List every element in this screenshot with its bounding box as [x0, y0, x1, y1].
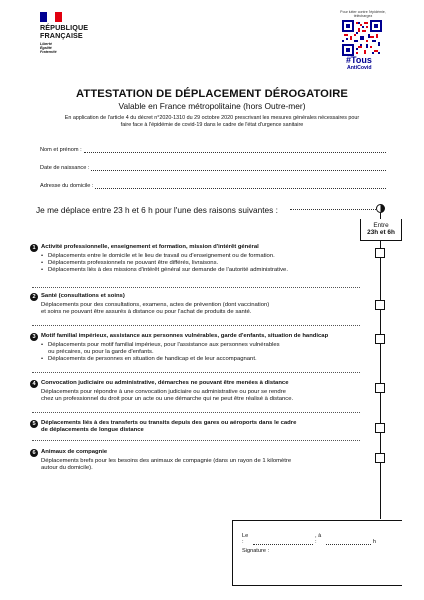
- republic-line-2: FRANÇAISE: [40, 31, 83, 40]
- timeline-vertical-line: [380, 213, 381, 519]
- section-4-checkbox[interactable]: [375, 383, 385, 393]
- section-2-title: Santé (consultations et soins): [41, 293, 125, 299]
- motto-egalite: Égalité: [40, 46, 52, 51]
- section-6-text-1: Déplacements brefs pour les besoins des animaux de compagnie (dans un rayon de 1 kilomètre: [41, 458, 292, 464]
- section-3-bullet-2: • Déplacements de personnes en situation de handicap et de leur accompagnant.: [41, 356, 351, 363]
- section-3-bullet-1-line-1: Déplacements pour motif familial impérieux, pour l'assistance aux personnes vulnérables: [48, 342, 280, 348]
- section-1-title: Activité professionnelle, enseignement et formation, mission d'intérêt général: [41, 244, 259, 250]
- section-5-title: [41, 420, 361, 434]
- section-separator-1: [32, 287, 360, 288]
- qr-code-icon: [342, 20, 382, 56]
- address-label: Adresse du domicile :: [40, 183, 94, 189]
- section-1-bullet-1: • Déplacements entre le domicile et le lieu de travail ou d'enseignement ou de formation.: [41, 253, 351, 260]
- section-separator-4: [32, 412, 360, 413]
- date-label: Le :: [242, 533, 249, 545]
- motto-fraternite: Fraternité: [40, 50, 57, 55]
- section-3-checkbox[interactable]: [375, 334, 385, 344]
- section-6-title: Animaux de compagnie: [41, 449, 108, 455]
- section-separator-5: [32, 440, 360, 441]
- section-1-body: [41, 253, 351, 274]
- section-3-bullet-1-line-2: ou précaires, ou pour la garde d'enfants.: [48, 349, 154, 355]
- half-moon-icon: [376, 204, 385, 213]
- section-5-number: 5: [30, 420, 38, 428]
- section-2-body: [41, 302, 351, 316]
- section-2-text-1: Déplacements pour des consultations, examens, actes de prévention (dont vaccination): [41, 302, 270, 308]
- legal-intro: En application de l'article 4 du décret n°2020-1310 du 29 octobre 2020 prescrivant les mesures générales nécessaires pour faire face à l'épidémie de covid-19 dans le cadre de l'état d'urgence sanitaire: [64, 115, 360, 128]
- reasons-heading: Je me déplace entre 23 h et 6 h pour l'une des raisons suivantes :: [36, 205, 278, 215]
- section-4-body: [41, 389, 351, 403]
- anticovid-label: AntiCovid: [347, 65, 372, 71]
- section-6-number: 6: [30, 449, 38, 457]
- section-4-title: Convocation judiciaire ou administrative, démarches ne pouvant être menées à distance: [41, 380, 289, 386]
- section-1-checkbox[interactable]: [375, 248, 385, 258]
- date-input-line[interactable]: [253, 540, 313, 545]
- address-field[interactable]: [40, 179, 386, 189]
- birth-date-label: Date de naissance :: [40, 165, 90, 171]
- section-1-number: 1: [30, 244, 38, 252]
- place-input-line[interactable]: [326, 540, 371, 545]
- section-1-bullet-3: • Déplacements liés à des missions d'intérêt général sur demande de l'autorité administrative.: [41, 267, 351, 274]
- document-title: ATTESTATION DE DÉPLACEMENT DÉROGATOIRE: [76, 88, 348, 100]
- section-separator-3: [32, 372, 360, 373]
- section-separator-2: [32, 325, 360, 326]
- birth-date-input-line[interactable]: [91, 165, 386, 171]
- tous-hashtag: #Tous: [346, 55, 372, 65]
- section-6-text-2: autour du domicile).: [41, 465, 93, 471]
- document-subtitle: Valable en France métropolitaine (hors Outre-mer): [118, 101, 306, 111]
- qr-caption: Pour lutter contre l'épidémie, téléchargez: [340, 10, 386, 19]
- signature-label: Signature :: [242, 548, 270, 554]
- section-2-number: 2: [30, 293, 38, 301]
- section-2-text-2: et soins ne pouvant être assurés à distance ou pour l'achat de produits de santé.: [41, 309, 252, 315]
- section-1-bullet-2: • Déplacements professionnels ne pouvant être différés, livraisons.: [41, 260, 351, 267]
- time-range-line-2: 23h et 6h: [367, 229, 395, 237]
- section-2-checkbox[interactable]: [375, 300, 385, 310]
- name-input-line[interactable]: [84, 147, 386, 153]
- section-3-title: Motif familial impérieux, assistance aux personnes vulnérables, garde d'enfants, situation de handicap: [41, 333, 329, 339]
- section-3-body: [41, 342, 351, 363]
- hour-label: h: [372, 539, 376, 545]
- republic-line-1: RÉPUBLIQUE: [40, 23, 89, 32]
- reasons-dotted-line: [290, 209, 378, 210]
- time-range-box: [360, 219, 402, 241]
- republic-name: [40, 24, 88, 40]
- section-4-text-2: chez un professionnel du droit pour un acte ou une démarche qui ne peut être réalisé à distance.: [41, 396, 294, 402]
- section-4-text-1: Déplacements pour répondre à une convocation judiciaire ou administrative ou pour se rendre: [41, 389, 286, 395]
- section-6-checkbox[interactable]: [375, 453, 385, 463]
- section-5-title-line-1: Déplacements liés à des transferts ou transits depuis des gares ou aéroports dans le cadre: [41, 420, 297, 426]
- name-label: Nom et prénom :: [40, 147, 82, 153]
- name-field[interactable]: [40, 143, 386, 153]
- section-5-checkbox[interactable]: [375, 423, 385, 433]
- section-4-number: 4: [30, 380, 38, 388]
- date-place-field[interactable]: [242, 533, 376, 545]
- birth-date-field[interactable]: [40, 161, 386, 171]
- republic-motto: [40, 42, 57, 55]
- place-label: , à :: [314, 533, 322, 545]
- republic-flag-logo: [40, 12, 62, 22]
- motto-liberte: Liberté: [40, 42, 52, 46]
- section-6-body: [41, 458, 351, 472]
- section-5-title-line-2: de déplacements de longue distance: [41, 427, 144, 433]
- address-input-line[interactable]: [95, 183, 386, 189]
- section-3-number: 3: [30, 333, 38, 341]
- time-range-line-1: Entre: [373, 222, 389, 229]
- section-3-bullet-1: [41, 342, 351, 356]
